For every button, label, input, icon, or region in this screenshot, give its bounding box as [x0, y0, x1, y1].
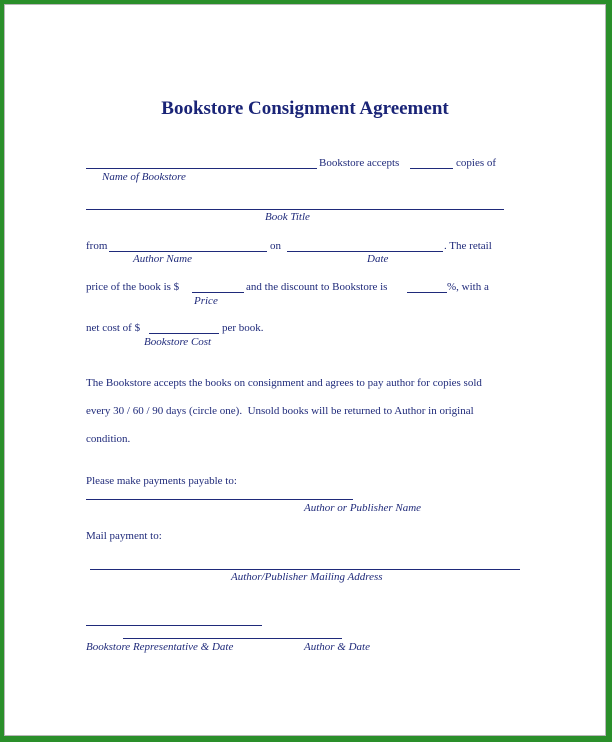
terms-line-2: every 30 / 60 / 90 days (circle one). Unsold books will be returned to Author in original: [86, 405, 474, 417]
author-signature-line[interactable]: [123, 638, 342, 639]
author-signature-label: Author & Date: [304, 641, 370, 653]
per-book-text: per book.: [222, 322, 264, 334]
mailing-address-label: Author/Publisher Mailing Address: [231, 571, 383, 583]
page-frame: [4, 4, 606, 736]
net-cost-text: net cost of $: [86, 322, 141, 334]
price-line[interactable]: [192, 292, 244, 293]
bookstore-name-line[interactable]: [86, 168, 317, 169]
date-line[interactable]: [287, 251, 443, 252]
accepts-text: Bookstore accepts: [319, 157, 400, 169]
payments-heading: Please make payments payable to:: [86, 475, 237, 487]
mail-heading: Mail payment to:: [86, 530, 162, 542]
page-title: Bookstore Consignment Agreement: [161, 98, 449, 119]
author-name-line[interactable]: [109, 251, 267, 252]
copies-of-text: copies of: [456, 157, 497, 169]
discount-text: and the discount to Bookstore is: [246, 281, 388, 293]
from-text: from: [86, 240, 108, 252]
on-text: on: [270, 240, 281, 252]
payee-name-line[interactable]: [86, 499, 353, 500]
bookstore-cost-label: Bookstore Cost: [144, 336, 212, 348]
copies-count-line[interactable]: [410, 168, 453, 169]
document: [5, 5, 605, 735]
net-cost-line[interactable]: [149, 333, 219, 334]
bookstore-signature-label: Bookstore Representative & Date: [86, 641, 234, 653]
bookstore-name-label: Name of Bookstore: [102, 171, 186, 183]
price-label: Price: [194, 295, 218, 307]
book-title-line[interactable]: [86, 209, 504, 210]
price-text: price of the book is $: [86, 281, 180, 293]
payee-name-label: Author or Publisher Name: [304, 502, 422, 514]
author-name-label: Author Name: [133, 253, 192, 265]
terms-line-3: condition.: [86, 433, 131, 445]
discount-percent-line[interactable]: [407, 292, 447, 293]
mailing-address-line[interactable]: [90, 569, 520, 570]
with-a-text: %, with a: [447, 281, 489, 293]
retail-text: . The retail: [444, 240, 492, 252]
book-title-label: Book Title: [265, 211, 310, 223]
bookstore-signature-line[interactable]: [86, 625, 262, 626]
terms-line-1: The Bookstore accepts the books on consignment and agrees to pay author for copies sold: [86, 377, 482, 389]
date-label: Date: [367, 253, 389, 265]
